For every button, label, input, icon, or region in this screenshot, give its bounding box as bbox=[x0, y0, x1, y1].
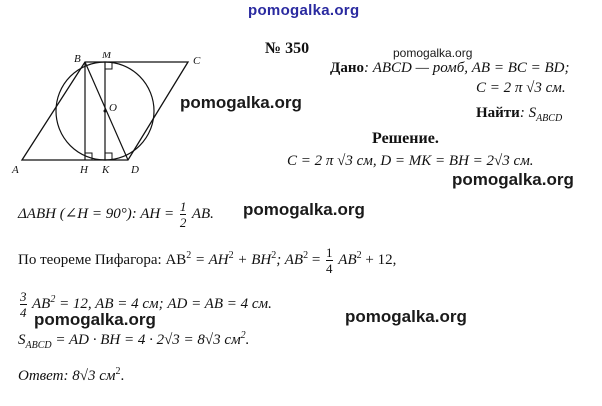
solution-line-1: C = 2 π √3 см, D = MK = BH = 2√3 см. bbox=[287, 153, 534, 169]
solution-line-2: ΔABH (∠H = 90°): AH = $\frac{1}{2}$ AB. bbox=[18, 199, 214, 230]
given-text: : ABCD — ромб, AB = BC = BD; bbox=[363, 60, 570, 76]
label-k: K bbox=[102, 164, 110, 176]
watermark-top: pomogalka.org bbox=[248, 2, 360, 19]
answer-line: Ответ: 8√3 $см^2$. bbox=[18, 366, 125, 384]
solution-label: Решение. bbox=[372, 130, 439, 147]
find-text: : S bbox=[519, 105, 537, 121]
rhombus-figure bbox=[10, 52, 210, 177]
label-d: D bbox=[131, 164, 139, 176]
find-sub: ABCD bbox=[536, 113, 563, 124]
answer-label: Ответ bbox=[18, 368, 64, 384]
watermark-small: pomogalka.org bbox=[393, 46, 473, 60]
label-a: A bbox=[12, 164, 19, 176]
label-b: B bbox=[74, 53, 81, 65]
label-m: M bbox=[102, 52, 112, 61]
watermark-bottom-right: pomogalka.org bbox=[345, 307, 467, 326]
watermark-mid2: pomogalka.org bbox=[452, 170, 574, 189]
given-c: C = 2 π √3 см. bbox=[476, 80, 566, 96]
watermark-bottom-left: pomogalka.org bbox=[34, 310, 156, 329]
given-label: Дано bbox=[330, 60, 364, 76]
label-h: H bbox=[80, 164, 88, 176]
label-o: O bbox=[109, 102, 117, 114]
solution-line-5: $S_{ABCD}$ = AD · BH = 4 · 2√3 = 8√3 $см^2$. bbox=[18, 330, 250, 351]
label-c: C bbox=[193, 55, 201, 67]
watermark-mid1: pomogalka.org bbox=[180, 93, 302, 112]
given-line bbox=[330, 60, 570, 77]
find-label: Найти bbox=[476, 105, 520, 121]
find-line bbox=[476, 105, 562, 124]
problem-number: № 350 bbox=[265, 40, 310, 57]
solution-line-4: $\frac{3}{4}$ $AB^2 = 12$, AB = 4 см; AD = AB = 4 см. bbox=[20, 289, 272, 320]
solution-line-3: По теореме Пифагора: $AB^2 = AH^2 + BH^2$; $AB^2$ = $\frac{1}{4}$ $AB^2 + 12$, bbox=[18, 245, 397, 276]
answer-text: : 8√3 см bbox=[63, 368, 116, 384]
watermark-mid3: pomogalka.org bbox=[243, 200, 365, 219]
